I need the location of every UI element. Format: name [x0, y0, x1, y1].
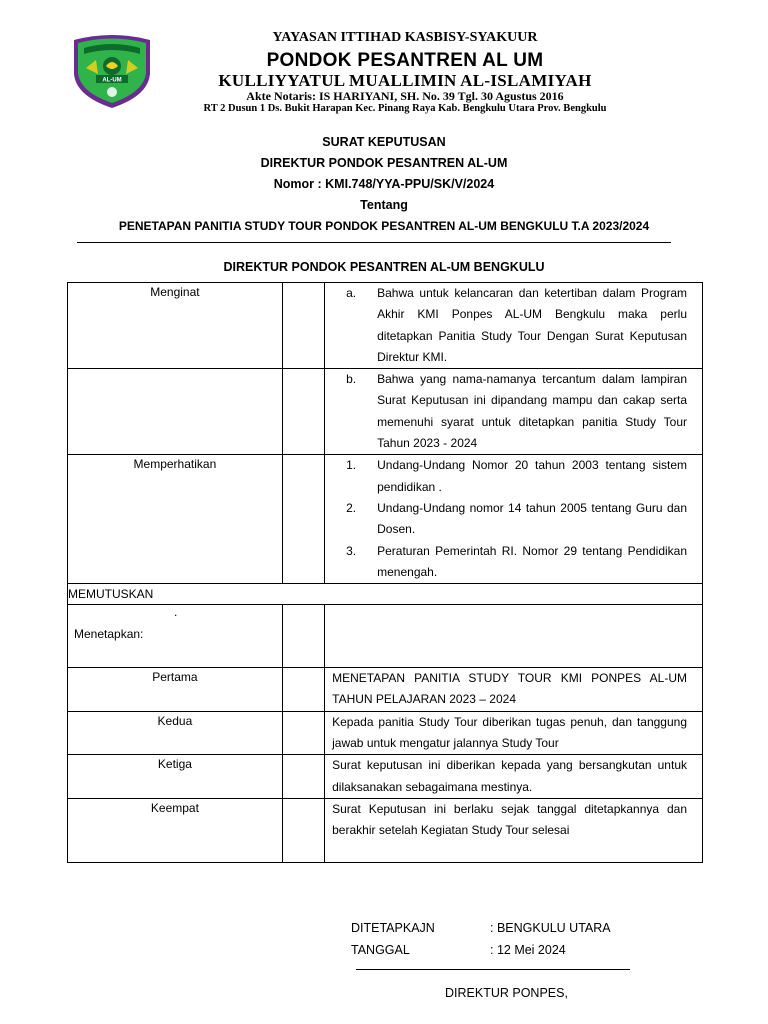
pertama-text: MENETAPAN PANITIA STUDY TOUR KMI PONPES AL-UM TAHUN PELAJARAN 2023 – 2024	[332, 671, 687, 707]
direktur-bengkulu-title: DIREKTUR PONDOK PESANTREN AL-UM BENGKULU	[223, 260, 545, 274]
list-item	[325, 498, 702, 541]
tentang-label: Tentang	[360, 198, 408, 212]
pesantren-logo	[70, 30, 154, 110]
pondok-name: PONDOK PESANTREN AL UM	[266, 50, 544, 71]
list-marker: 2.	[346, 500, 357, 515]
ditetapkan-label: DITETAPKAJN	[351, 921, 435, 935]
list-text: Bahwa untuk kelancaran dan ketertiban dalam Program Akhir KMI Ponpes AL-UM Bengkulu maka perlu ditetapkan Panitia Study Tour Dengan Surat Keputusan Direktur KMI.	[377, 286, 687, 364]
list-marker: 1.	[346, 458, 357, 473]
list-item	[325, 283, 702, 368]
menetapkan-label: Menetapkan:	[74, 627, 144, 642]
ketiga-text: Surat keputusan ini diberikan kepada yang bersangkutan untuk dilaksanakan sebagaimana mestinya.	[332, 758, 687, 794]
memperhatikan-label: Memperhatikan	[68, 455, 283, 584]
kedua-label: Kedua	[68, 711, 283, 755]
ketiga-label: Ketiga	[68, 755, 283, 799]
table-row	[68, 369, 703, 455]
direktur-ponpes: DIREKTUR PONPES,	[445, 986, 568, 1000]
tanggal-label: TANGGAL	[351, 943, 410, 957]
table-row	[68, 798, 703, 862]
keputusan-table	[67, 282, 703, 863]
keempat-label: Keempat	[68, 798, 283, 862]
pertama-label: Pertama	[68, 668, 283, 712]
table-row	[68, 283, 703, 369]
surat-keputusan-title: SURAT KEPUTUSAN	[322, 135, 446, 149]
list-item	[325, 369, 702, 454]
penetapan-title: PENETAPAN PANITIA STUDY TOUR PONDOK PESANTREN AL-UM BENGKULU T.A 2023/2024	[118, 219, 650, 233]
list-text: Bahwa yang nama-namanya tercantum dalam lampiran Surat Keputusan ini dipandang mampu dan cakap serta memenuhi syarat untuk ditetapkan panitia Study Tour Tahun 2023 - 2024	[377, 372, 687, 451]
kulliyyatul-name: KULLIYYATUL MUALLIMIN AL-ISLAMIYAH	[218, 71, 592, 90]
signature-divider	[356, 969, 630, 970]
yayasan-name: YAYASAN ITTIHAD KASBISY-SYAKUUR	[272, 30, 538, 45]
list-item	[325, 541, 702, 584]
menginat-label: Menginat	[68, 283, 283, 369]
table-row	[68, 668, 703, 712]
memutuskan-label: MEMUTUSKAN	[68, 584, 703, 605]
list-marker: b.	[346, 372, 357, 387]
tanggal-value: : 12 Mei 2024	[490, 943, 566, 957]
logo-label: AL-UM	[102, 77, 122, 84]
list-item	[325, 455, 702, 498]
list-text: Undang-Undang nomor 14 tahun 2005 tentang Guru dan Dosen.	[377, 500, 687, 537]
table-row	[68, 455, 703, 584]
list-text: Undang-Undang Nomor 20 tahun 2003 tentang sistem pendidikan .	[377, 458, 687, 494]
table-row	[68, 755, 703, 799]
dot-mark: .	[174, 605, 178, 620]
list-marker: a.	[346, 286, 357, 300]
alamat: RT 2 Dusun 1 Ds. Bukit Harapan Kec. Pinang Raya Kab. Bengkulu Utara Prov. Bengkulu	[203, 103, 607, 114]
list-marker: 3.	[346, 543, 357, 558]
divider-line	[77, 242, 671, 243]
direktur-title: DIREKTUR PONDOK PESANTREN AL-UM	[260, 156, 508, 170]
list-text: Peraturan Pemerintah RI. Nomor 29 tentang Pendidikan menengah.	[377, 543, 687, 579]
akte-notaris: Akte Notaris: IS HARIYANI, SH. No. 39 Tgl. 30 Agustus 2016	[246, 89, 564, 103]
table-row	[68, 605, 703, 668]
ditetapkan-value: : BENGKULU UTARA	[490, 921, 611, 935]
keempat-text: Surat Keputusan ini berlaku sejak tanggal ditetapkannya dan berakhir setelah Kegiatan Study Tour selesai	[332, 801, 687, 838]
table-row	[68, 584, 703, 605]
nomor-surat: Nomor : KMI.748/YYA-PPU/SK/V/2024	[273, 177, 495, 191]
table-row	[68, 711, 703, 755]
kedua-text: Kepada panitia Study Tour diberikan tugas penuh, dan tanggung jawab untuk mengatur jalannya Study Tour	[332, 714, 687, 751]
